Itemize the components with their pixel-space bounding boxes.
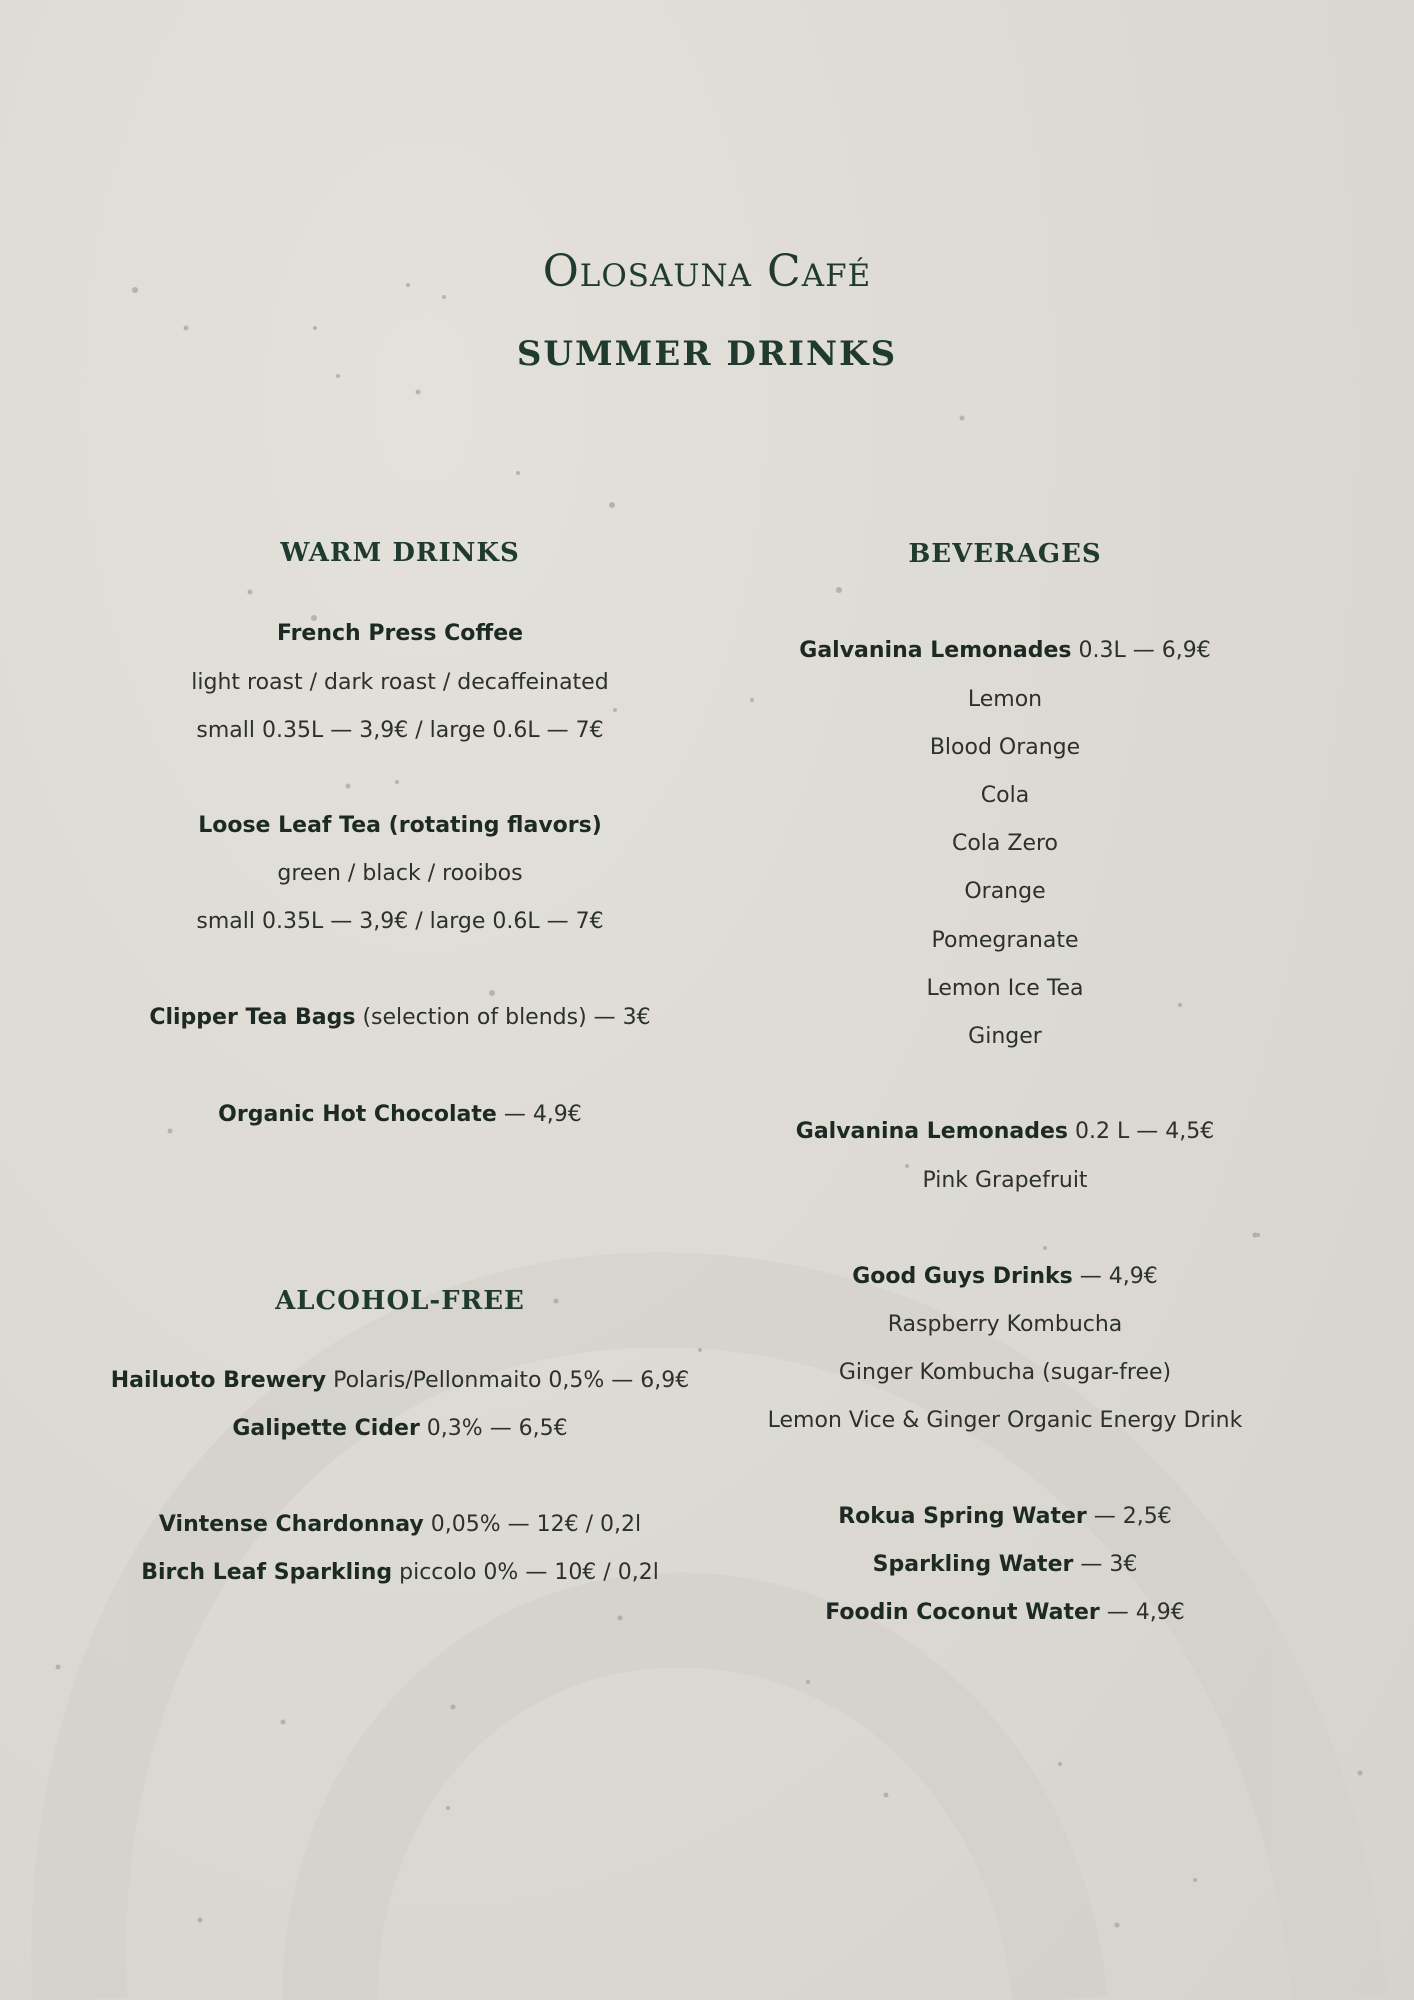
item-name: Loose Leaf Tea (rotating flavors) (198, 813, 602, 838)
item-name: Galvanina Lemonades (795, 1119, 1069, 1144)
item-detail: — 4,9€ (496, 1102, 582, 1127)
lemonades-large-item (675, 636, 1335, 666)
good-guys-item (675, 1262, 1335, 1292)
alcohol-free-item (70, 1366, 730, 1396)
item-name: Birch Leaf Sparkling (141, 1560, 393, 1585)
item-name: Galipette Cider (232, 1416, 420, 1441)
water-item (675, 1598, 1335, 1628)
coffee-sizes: small 0.35L — 3,9€ / large 0.6L — 7€ (196, 718, 604, 743)
item-name: Good Guys Drinks (852, 1264, 1073, 1289)
item-name: Rokua Spring Water (838, 1504, 1087, 1529)
flavor-item: Orange (964, 879, 1046, 904)
item-name: Organic Hot Chocolate (218, 1102, 497, 1127)
item-name: Clipper Tea Bags (149, 1005, 356, 1030)
section-heading-beverages: BEVERAGES (908, 539, 1102, 569)
flavor-item: Raspberry Kombucha (887, 1312, 1123, 1337)
flavor-item: Lemon Ice Tea (926, 976, 1084, 1001)
tea-sizes: small 0.35L — 3,9€ / large 0.6L — 7€ (196, 909, 604, 934)
item-detail: — 2,5€ (1086, 1504, 1172, 1529)
item-name: Vintense Chardonnay (158, 1512, 424, 1537)
item-detail: (selection of blends) — 3€ (355, 1005, 651, 1030)
flavor-item: Pomegranate (931, 928, 1079, 953)
section-heading-warm-drinks: WARM DRINKS (280, 538, 520, 568)
item-detail: 0,05% — 12€ / 0,2l (423, 1512, 642, 1537)
water-item (675, 1502, 1335, 1532)
water-item (675, 1550, 1335, 1580)
section-heading-alcohol-free: ALCOHOL-FREE (275, 1286, 525, 1316)
item-detail: 0.3L — 6,9€ (1071, 638, 1211, 663)
item-detail: Polaris/Pellonmaito 0,5% — 6,9€ (326, 1368, 690, 1393)
tea-options: green / black / rooibos (277, 861, 523, 886)
coffee-name (70, 619, 730, 649)
alcohol-free-item (70, 1558, 730, 1588)
flavor-item: Ginger Kombucha (sugar-free) (838, 1360, 1172, 1385)
item-name: Hailuoto Brewery (110, 1368, 327, 1393)
coffee-options: light roast / dark roast / decaffeinated (191, 670, 609, 695)
item-detail: — 4,9€ (1099, 1600, 1185, 1625)
flavor-item: Lemon Vice & Ginger Organic Energy Drink (767, 1408, 1243, 1433)
item-name: Foodin Coconut Water (825, 1600, 1100, 1625)
alcohol-free-item (70, 1414, 730, 1444)
flavor-item: Ginger (968, 1024, 1042, 1049)
item-name: Galvanina Lemonades (799, 638, 1072, 663)
flavor-item: Cola Zero (951, 831, 1059, 856)
alcohol-free-item (70, 1510, 730, 1540)
flavor-item: Pink Grapefruit (922, 1168, 1088, 1193)
page-title: Olosauna Café (542, 246, 872, 297)
hot-chocolate-item (70, 1100, 730, 1130)
flavor-item: Lemon (967, 687, 1043, 712)
page-subtitle: SUMMER DRINKS (516, 334, 898, 374)
flavor-item: Blood Orange (929, 735, 1081, 760)
lemonades-small-item (675, 1117, 1335, 1147)
item-name: French Press Coffee (276, 621, 524, 646)
tea-bags-item (70, 1003, 730, 1033)
tea-name (70, 811, 730, 841)
item-detail: piccolo 0% — 10€ / 0,2l (392, 1560, 659, 1585)
item-detail: — 3€ (1073, 1552, 1138, 1577)
item-detail: 0,3% — 6,5€ (419, 1416, 568, 1441)
item-detail: — 4,9€ (1072, 1264, 1158, 1289)
flavor-item: Cola (980, 783, 1030, 808)
item-name: Sparkling Water (872, 1552, 1074, 1577)
item-detail: 0.2 L — 4,5€ (1068, 1119, 1215, 1144)
